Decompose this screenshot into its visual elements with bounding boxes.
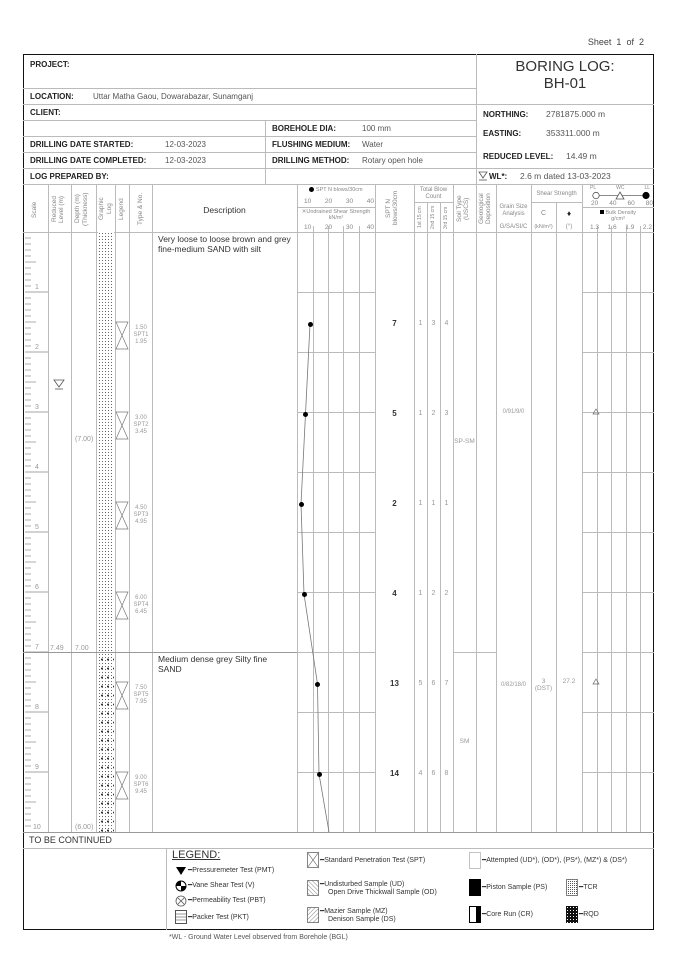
col-blow-2: 2nd 15 cm (430, 205, 436, 230)
legend-pmt: ━Pressuremeter Test (PMT) (188, 867, 275, 874)
reduced-level-value: 14.49 m (566, 151, 597, 161)
scale-mark: 9 (35, 764, 39, 771)
blow-1: 1 (418, 410, 423, 417)
sample-id: SPT3 (133, 512, 149, 518)
divider (23, 104, 654, 105)
grain-size-spt2: 0/91/9/0 (502, 409, 525, 415)
shear-legend-text: Undrained Shear Strength (306, 209, 371, 215)
blow-3: 1 (444, 500, 449, 507)
wc-marker-icon (592, 678, 600, 685)
col-c-unit: (kN/m²) (534, 224, 553, 230)
col-graphic-line2: Log (106, 203, 113, 215)
spt-point (315, 682, 320, 687)
legend-attempted: ━Attempted (UD*), (OD*), (PS*), (MZ*) & (DS*) (482, 857, 628, 864)
spt-legend-icon (307, 852, 319, 868)
spt-point (308, 322, 313, 327)
spt-legend (297, 187, 375, 193)
northing-value: 2781875.000 m (546, 109, 606, 119)
phi-spt5: 27.2 (562, 678, 576, 685)
scale-mark: 1 (35, 284, 39, 291)
legend-spt-label: Standard Penetration Test (SPT) (324, 857, 426, 864)
spt-n-value: 7 (392, 319, 397, 328)
tick: 2.2 (642, 224, 652, 231)
water-level-icon (478, 171, 488, 181)
col-grain-size (496, 204, 531, 218)
location-value: Uttar Matha Gaou, Dowarabazar, Sunamganj (93, 92, 254, 101)
scale-mark: 4 (35, 464, 39, 471)
cross-icon: ✕ (301, 209, 307, 215)
title-line1: BORING LOG: (515, 58, 615, 75)
sheet-total: 2 (638, 37, 644, 47)
date-started-value: 12-03-2023 (165, 140, 206, 149)
tick: 80 (645, 200, 653, 207)
blow-2: 6 (431, 680, 436, 687)
shear-ticks (304, 224, 374, 231)
method-label: DRILLING METHOD: (272, 156, 350, 165)
blow-1: 1 (418, 500, 423, 507)
legend-spt: ━Standard Penetration Test (SPT) (320, 857, 426, 864)
sample-id: SPT4 (133, 602, 149, 608)
tick: 20 (591, 200, 599, 207)
sample-bottom: 6.45 (135, 609, 147, 615)
scale-mark: 8 (35, 704, 39, 711)
col-shear-strength: Shear Strength (536, 191, 577, 197)
divider (23, 152, 476, 153)
divider (265, 120, 266, 184)
ll-label: LL (644, 185, 650, 191)
layer1-description: Very loose to loose brown and grey fine-medium SAND with silt (158, 234, 291, 254)
sample-id: SPT2 (133, 422, 149, 428)
vane-shear-icon (175, 880, 187, 892)
col-graphic-line1: Graphic (98, 197, 105, 221)
tick: 40 (609, 200, 617, 207)
flushing-value: Water (362, 140, 384, 149)
legend-ds-label: Denison Sample (DS) (328, 916, 396, 923)
wl-label: WL*: (489, 172, 508, 181)
legend-ud-label: Undisturbed Sample (UD) (324, 881, 405, 888)
legend-mz-label: Mazier Sample (MZ) (324, 908, 388, 915)
blow-2: 2 (431, 590, 436, 597)
tick: 1.6 (607, 224, 617, 231)
sample-bottom: 1.95 (135, 339, 147, 345)
bulk-density-legend (582, 210, 654, 222)
blow-2: 2 (431, 410, 436, 417)
spt-n-value: 13 (390, 679, 399, 688)
legend-pbt-label: Permeability Test (PBT) (192, 897, 266, 904)
sample-top: 1.50 (135, 325, 147, 331)
location-label: LOCATION: (30, 92, 74, 101)
sample-id: SPT1 (133, 332, 149, 338)
tick: 60 (627, 200, 635, 207)
blow-3: 3 (444, 410, 449, 417)
tick: 30 (345, 224, 354, 231)
col-depth-line1: Depth (m) (74, 194, 81, 224)
blow-1: 1 (418, 590, 423, 597)
sample-id: SPT5 (133, 692, 149, 698)
divider (23, 136, 476, 137)
grain-size-spt5: 0/82/18/0 (500, 682, 527, 688)
legend-od-label: Open Drive Thickwall Sample (OD) (328, 889, 437, 896)
legend-pkt: ━Packer Test (PKT) (188, 914, 249, 921)
shear-legend (297, 209, 375, 221)
sample-spt2 (130, 415, 152, 436)
legend-tcr-label: TCR (583, 884, 598, 891)
blow-1: 4 (418, 770, 423, 777)
sample-top: 6.00 (135, 595, 147, 601)
spt-n-value: 4 (392, 589, 397, 598)
atterberg-symbols-icon (590, 191, 652, 200)
sample-bottom: 9.45 (135, 789, 147, 795)
tick: 40 (366, 198, 374, 205)
tick: 40 (366, 224, 374, 231)
spt-dot-icon (309, 187, 314, 192)
col-scale: Scale (31, 201, 38, 219)
packer-test-icon (175, 910, 187, 924)
title-borehole-id: BH-01 (543, 75, 587, 92)
blow-3: 7 (444, 680, 449, 687)
col-phi-unit: (°) (565, 224, 573, 230)
mazier-sample-icon (307, 907, 319, 923)
scale-mark: 10 (33, 824, 41, 831)
blow-3: 4 (444, 320, 449, 327)
wc-label: WC (616, 185, 625, 191)
layer2-description: Medium dense grey Silty fine SAND (158, 654, 268, 674)
sheet-label: Sheet (587, 37, 612, 47)
continued-note: TO BE CONTINUED (29, 835, 112, 845)
legend-cr: ━Core Run (CR) (482, 911, 533, 918)
soil-type-layer2: SM (459, 738, 470, 745)
cohesion-spt5 (531, 678, 556, 692)
density-ticks (590, 224, 652, 231)
prepared-label: LOG PREPARED BY: (30, 172, 109, 181)
flushing-label: FLUSHING MEDIUM: (272, 140, 351, 149)
blow-2: 1 (431, 500, 436, 507)
col-depth (74, 190, 89, 228)
phi-icon: ♦ (566, 209, 572, 218)
graphic-log-silty-sand (98, 653, 114, 832)
sheet-of: of (626, 37, 634, 47)
grain-line2: Analysis (502, 211, 525, 217)
layer-boundary (152, 652, 297, 653)
sheet-number (588, 37, 644, 47)
blow-3: 2 (444, 590, 449, 597)
legend-pbt: ━Permeability Test (PBT) (188, 897, 266, 904)
sample-top: 7.50 (135, 685, 147, 691)
layer1-thickness: (7.00) (75, 436, 94, 443)
spt-sample-symbols (115, 232, 129, 832)
divider (414, 202, 453, 203)
easting-value: 353311.000 m (546, 128, 600, 138)
col-legend: Legend (118, 198, 125, 220)
sample-spt6 (130, 775, 152, 796)
easting-label: EASTING: (483, 129, 522, 138)
divider (23, 832, 654, 833)
legend-vane-label: Vane Shear Test (V) (192, 882, 255, 889)
tcr-icon (566, 879, 578, 896)
graphic-log-sand (98, 232, 114, 652)
bulk-density-text: Bulk Density (605, 210, 637, 216)
core-run-icon (469, 906, 481, 923)
report-title (476, 58, 654, 92)
legend-pkt-label: Packer Test (PKT) (192, 914, 249, 921)
sample-bottom: 3.45 (135, 429, 147, 435)
square-icon (600, 210, 604, 214)
col-type-no: Type & No. (137, 192, 144, 226)
layer2-reduced-level: 7.49 (50, 645, 64, 652)
reduced-level-label: REDUCED LEVEL: (483, 152, 554, 161)
sample-spt4 (130, 595, 152, 616)
atterberg-ticks (591, 200, 653, 207)
spt-ticks (304, 198, 374, 205)
depth-scale (23, 232, 48, 832)
col-depth-line2: (Thickness) (82, 192, 89, 226)
sample-bottom: 4.95 (135, 519, 147, 525)
divider (23, 88, 476, 89)
borehole-dia-value: 100 mm (362, 124, 391, 133)
col-geological: Geological Deposition (478, 193, 492, 225)
legend-vane: ━Vane Shear Test (V) (188, 882, 255, 889)
legend-tcr: ━TCR (579, 884, 598, 891)
col-description: Description (203, 205, 246, 215)
legend-title: LEGEND: (172, 849, 221, 861)
tick: 20 (324, 224, 333, 231)
divider (582, 207, 654, 208)
scale-mark: 7 (35, 644, 39, 651)
divider (531, 202, 582, 203)
tick: 10 (304, 224, 312, 231)
divider (23, 184, 654, 185)
scale-mark: 2 (35, 344, 39, 351)
sample-spt1 (130, 325, 152, 346)
legend-rqd: ━RQD (579, 911, 599, 918)
wc-marker-icon (592, 408, 600, 415)
tick: 1.9 (625, 224, 635, 231)
cohesion-value: 3 (541, 678, 546, 685)
col-reduced-level: Reduced Level (m) (51, 195, 65, 223)
spt-point (317, 772, 322, 777)
spt-legend-text: SPT N blows/30cm (315, 187, 363, 193)
spt-point (302, 592, 307, 597)
borehole-dia-label: BOREHOLE DIA: (272, 124, 336, 133)
spt-n-value: 5 (392, 409, 397, 418)
sample-spt5 (130, 685, 152, 706)
legend-pmt-label: Pressuremeter Test (PMT) (192, 867, 275, 874)
sample-top: 4.50 (135, 505, 147, 511)
legend-rqd-label: RQD (583, 911, 599, 918)
permeability-icon (175, 895, 187, 907)
soil-type-layer1: SP-SM (454, 438, 475, 445)
divider (166, 848, 167, 930)
pl-label: PL (590, 185, 597, 191)
cohesion-note: (DST) (534, 685, 553, 692)
col-graphic-log (98, 190, 113, 228)
sample-id: SPT6 (133, 782, 149, 788)
tick: 10 (304, 198, 312, 205)
col-soil-type: Soil Type (USCS) (456, 195, 470, 223)
wl-value: 2.6 m dated 13-03-2023 (520, 171, 611, 181)
footnote: *WL - Ground Water Level observed from Borehole (BGL) (169, 934, 348, 941)
shear-unit: kN/m² (328, 215, 344, 221)
date-completed-value: 12-03-2023 (165, 156, 206, 165)
legend-ps: ━Piston Sample (PS) (482, 884, 548, 891)
water-level-marker-icon (53, 379, 65, 391)
spt-n-value: 14 (390, 769, 399, 778)
sheet-current: 1 (616, 37, 622, 47)
pressuremeter-icon (175, 866, 187, 876)
date-started-label: DRILLING DATE STARTED: (30, 140, 134, 149)
spt-point (303, 412, 308, 417)
client-label: CLIENT: (30, 108, 61, 117)
sample-bottom: 7.95 (135, 699, 147, 705)
tick: 1.3 (590, 224, 600, 231)
attempted-sample-icon (469, 852, 481, 869)
col-c: C (540, 210, 547, 217)
divider (23, 120, 476, 121)
blow-1: 1 (418, 320, 423, 327)
rqd-icon (566, 906, 578, 923)
layer2-top-depth: 7.00 (75, 645, 89, 652)
legend-cr-label: Core Run (CR) (486, 911, 533, 918)
tick: 30 (345, 198, 354, 205)
piston-sample-icon (469, 879, 481, 896)
spt-point (299, 502, 304, 507)
divider (297, 207, 375, 208)
blow-2: 3 (431, 320, 436, 327)
undisturbed-sample-icon (307, 880, 319, 896)
sample-spt3 (130, 505, 152, 526)
divider (23, 848, 654, 849)
date-completed-label: DRILLING DATE COMPLETED: (30, 156, 147, 165)
method-value: Rotary open hole (362, 156, 423, 165)
blow-1: 5 (418, 680, 423, 687)
sample-top: 9.00 (135, 775, 147, 781)
col-spt-n: SPT N blows/30cm (385, 190, 399, 226)
scale-mark: 3 (35, 404, 39, 411)
layer2-thickness: (6.00) (75, 824, 94, 831)
grain-line1: Grain Size (499, 204, 528, 210)
col-grain-format: G/SA/SI/C (499, 224, 528, 230)
layer-boundary (23, 652, 152, 653)
divider (23, 168, 654, 169)
northing-label: NORTHING: (483, 110, 529, 119)
col-blow-3: 3rd 15 cm (443, 206, 449, 229)
tick: 20 (324, 198, 333, 205)
bulk-density-unit: g/cm³ (611, 216, 625, 222)
scale-mark: 6 (35, 584, 39, 591)
spt-n-value: 2 (392, 499, 397, 508)
legend-attempted-label: Attempted (UD*), (OD*), (PS*), (MZ*) & (DS*) (486, 857, 628, 864)
sample-top: 3.00 (135, 415, 147, 421)
col-blow-1: 1st 15 cm (417, 206, 423, 229)
project-label: PROJECT: (30, 60, 70, 69)
legend-mz-ds: ━Mazier Sample (MZ) Denison Sample (DS) (320, 908, 396, 923)
blow-3: 8 (444, 770, 449, 777)
legend-ps-label: Piston Sample (PS) (486, 884, 548, 891)
col-blow-count: Total Blow Count (419, 187, 448, 200)
legend-ud-od: ━Undisturbed Sample (UD) Open Drive Thickwall Sample (OD) (320, 881, 437, 896)
scale-mark: 5 (35, 524, 39, 531)
blow-2: 6 (431, 770, 436, 777)
